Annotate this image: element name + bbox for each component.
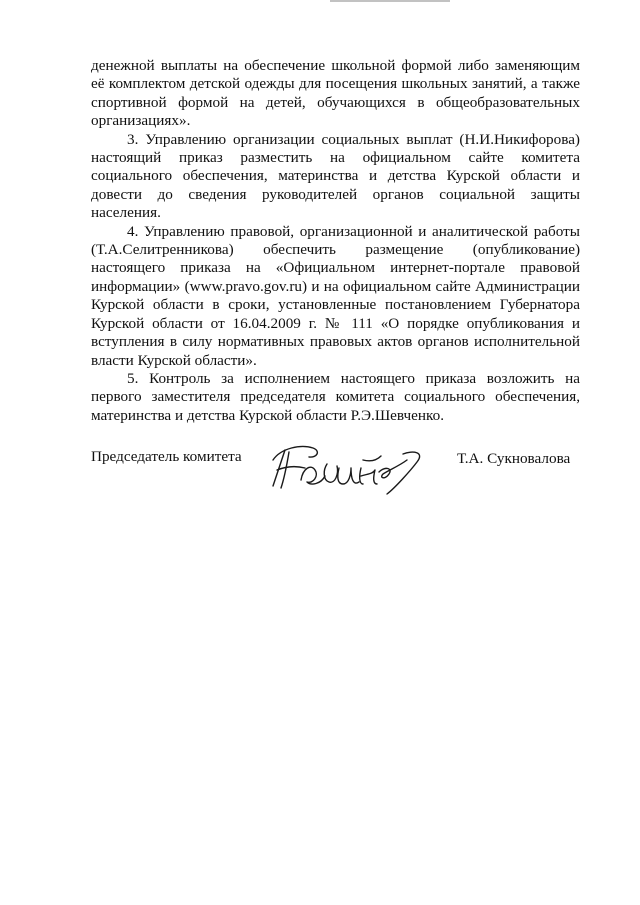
paragraph-item-3: 3. Управлению организации социальных выплат (Н.И.Никифорова) настоящий приказ разместить на официальном сайте комитета социального обеспечения, материнства и детства Курской области и довести до сведения руководителей органов социальной защиты населения.	[91, 130, 580, 222]
paragraph-item-4: 4. Управлению правовой, организационной и аналитической работы (Т.А.Селитренникова) обеспечить размещение (опубликование) настоящего приказа на «Официальном интернет-портале правовой информации» (www.pravo.gov.ru) и на официальном сайте Администрации Курской области в сроки, установленные постановлением Губернатора Курской области от 16.04.2009 г. № 111 «О порядке опубликования и вступления в силу нормативных правовых актов органов исполнительной власти Курской области».	[91, 222, 580, 369]
signature-block	[91, 440, 591, 500]
scan-edge-artifact	[330, 0, 450, 2]
signatory-position: Председатель комитета	[91, 448, 242, 465]
handwritten-signature	[267, 440, 437, 496]
signatory-name: Т.А. Сукновалова	[457, 450, 571, 467]
document-body	[91, 57, 580, 425]
paragraph-item-5: 5. Контроль за исполнением настоящего приказа возложить на первого заместителя председателя комитета социального обеспечения, материнства и детства Курской области Р.Э.Шевченко.	[91, 369, 580, 424]
paragraph-continuation: денежной выплаты на обеспечение школьной формой либо заменяющим её комплектом детской одежды для посещения школьных занятий, а также спортивной формой на детей, обучающихся в общеобразовательных организациях».	[91, 57, 580, 130]
